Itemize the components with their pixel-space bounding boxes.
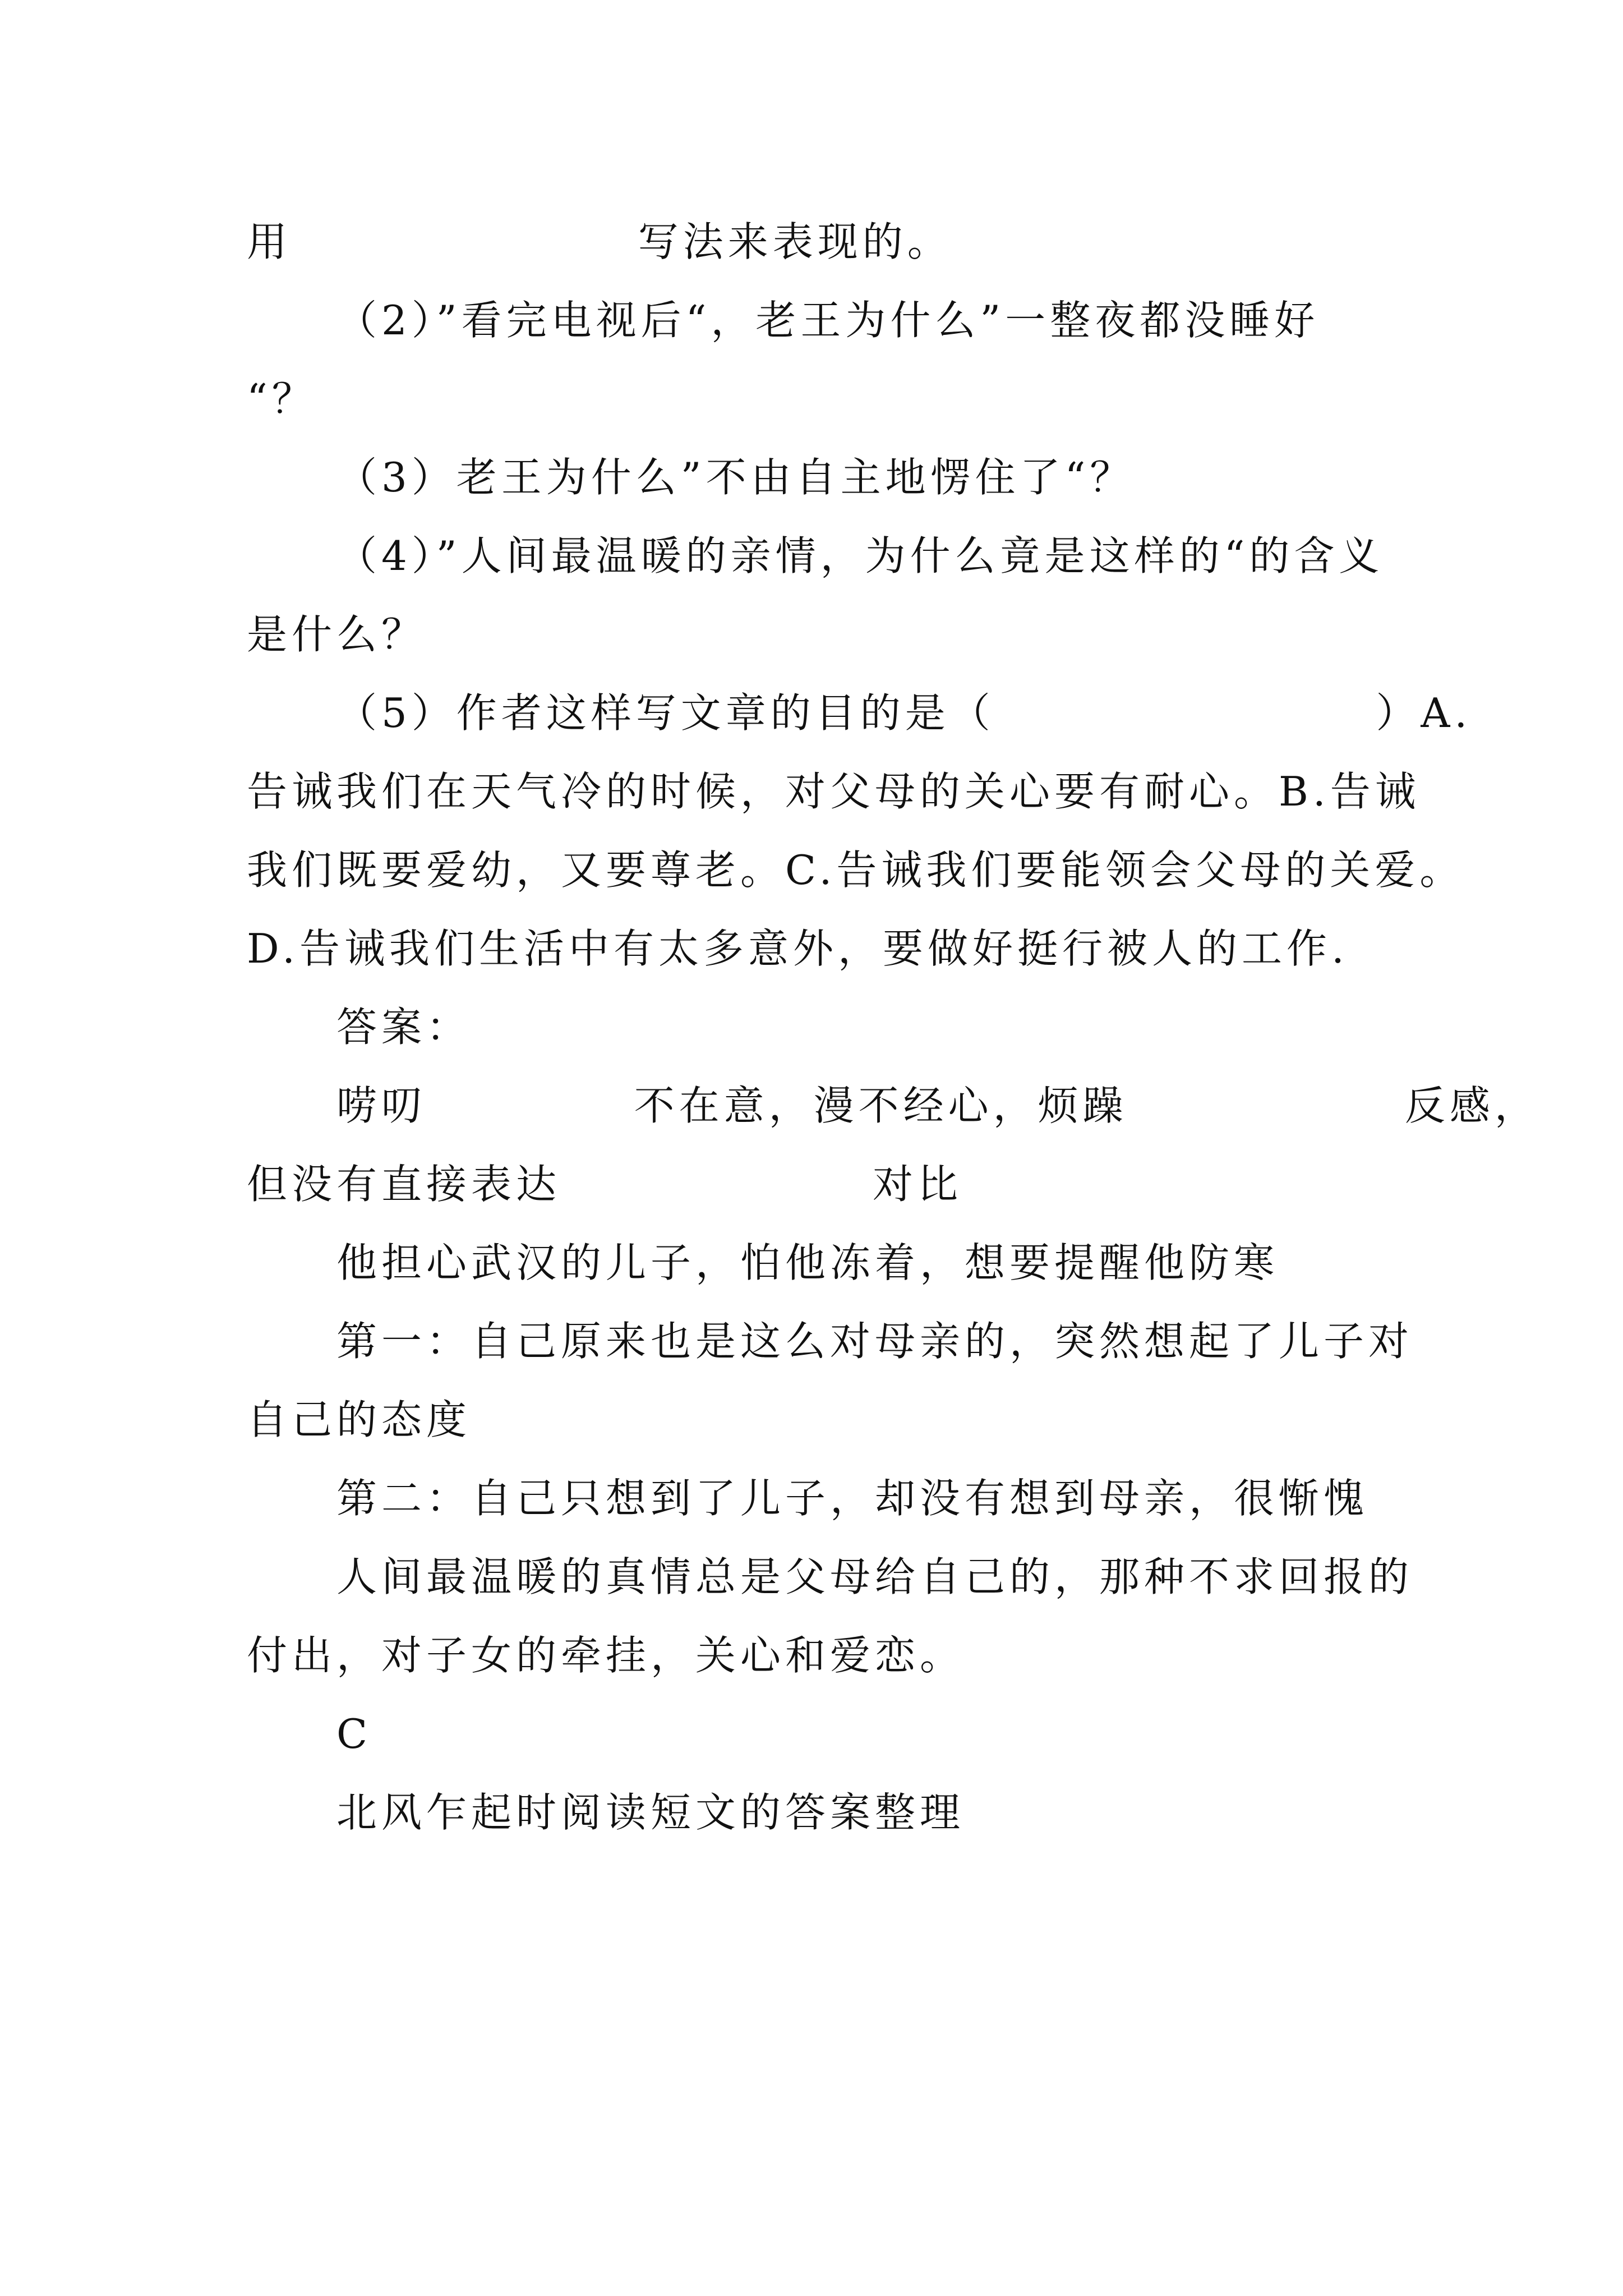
text-line-17: 第二：自己只想到了儿子，却没有想到母亲，很惭愧 — [336, 1475, 1369, 1522]
text-line-20: C — [336, 1710, 372, 1757]
text-line-4: （3）老王为什么”不由自主地愣住了“？ — [336, 454, 1135, 501]
text-line-14: 他担心武汉的儿子，怕他冻着，想要提醒他防寒 — [336, 1239, 1279, 1286]
text-line-3: “？ — [247, 375, 317, 422]
text-line-8: 告诫我们在天气冷的时候，对父母的关心要有耐心。B.告诫 — [247, 768, 1420, 815]
text-line-19: 付出，对子女的牵挂，关心和爱恋。 — [247, 1632, 965, 1679]
text-line-6: 是什么？ — [247, 611, 427, 658]
answer-heading: 答案： — [336, 1004, 472, 1051]
text-line-9: 我们既要爱幼，又要尊老。C.告诫我们要能领会父母的关爱。 — [247, 846, 1465, 894]
text-line-5: （4）”人间最温暖的亲情，为什么竟是这样的“的含义 — [336, 532, 1384, 579]
text-line-21: 北风乍起时阅读短文的答案整理 — [336, 1789, 965, 1836]
text-line-13: 但没有直接表达 对比 — [247, 1161, 962, 1208]
text-line-16: 自己的态度 — [247, 1396, 472, 1443]
text-line-2: （2）”看完电视后“，老王为什么”一整夜都没睡好 — [336, 297, 1320, 344]
text-line-7: （5）作者这样写文章的目的是（ ）A. — [336, 689, 1472, 737]
text-line-18: 人间最温暖的真情总是父母给自己的，那种不求回报的 — [336, 1553, 1414, 1600]
text-line-12: 唠叨 不在意，漫不经心，烦躁 反感， — [336, 1082, 1539, 1129]
text-line-1: 用 写法来表现的。 — [247, 218, 952, 265]
text-line-10: D.告诫我们生活中有太多意外，要做好挺行被人的工作. — [247, 925, 1349, 972]
text-line-15: 第一：自己原来也是这么对母亲的，突然想起了儿子对 — [336, 1318, 1414, 1365]
